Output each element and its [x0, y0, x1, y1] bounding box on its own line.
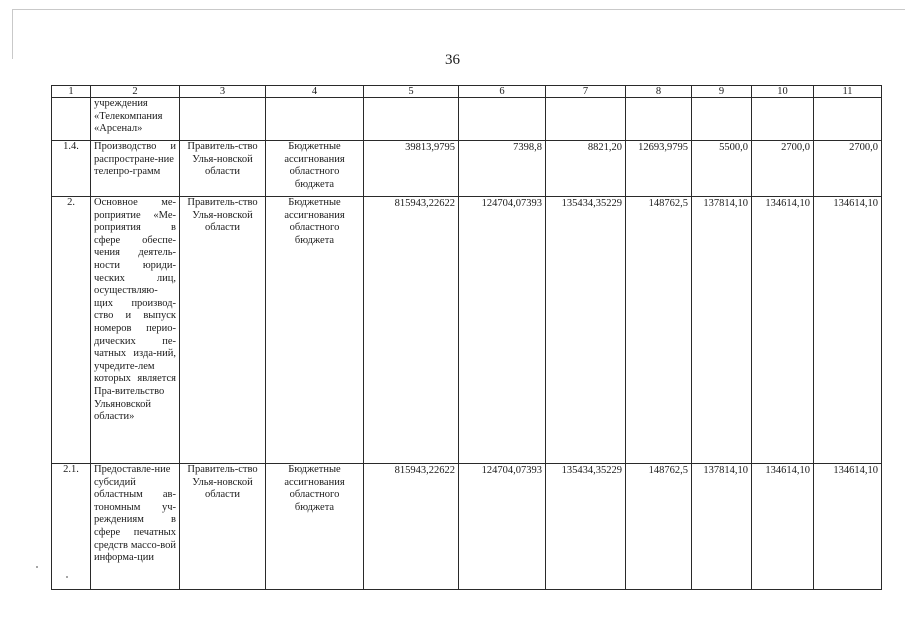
- row-funding-source: Бюджетные ассигнования областного бюджета: [266, 197, 364, 464]
- row-value: 134614,10: [752, 464, 814, 590]
- row-value: [626, 98, 692, 141]
- row-value: 135434,35229: [546, 464, 626, 590]
- row-value: [752, 98, 814, 141]
- row-number: 1.4.: [52, 141, 91, 197]
- row-value: 137814,10: [692, 197, 752, 464]
- column-number: 5: [364, 86, 459, 98]
- row-value: 135434,35229: [546, 197, 626, 464]
- row-funding-source: Бюджетные ассигнования областного бюджета: [266, 141, 364, 197]
- row-value-total: [364, 98, 459, 141]
- row-executor: Правитель-ство Улья-новской области: [180, 464, 266, 590]
- column-number: 8: [626, 86, 692, 98]
- row-value: 2700,0: [752, 141, 814, 197]
- page-edge-top: [12, 9, 905, 10]
- row-value: 137814,10: [692, 464, 752, 590]
- row-executor: Правитель-ство Улья-новской области: [180, 197, 266, 464]
- table-row: [52, 464, 882, 590]
- row-number: 2.1.: [52, 464, 91, 590]
- row-value: 134614,10: [814, 464, 882, 590]
- table-row: [52, 197, 882, 464]
- row-executor: Правитель-ство Улья-новской области: [180, 141, 266, 197]
- column-number: 11: [814, 86, 882, 98]
- row-funding-source: Бюджетные ассигнования областного бюджета: [266, 464, 364, 590]
- column-number: 3: [180, 86, 266, 98]
- row-name: Производство и распростране-ние телепро-грамм: [91, 141, 180, 197]
- row-value: 134614,10: [814, 197, 882, 464]
- row-value: 12693,9795: [626, 141, 692, 197]
- row-value: [692, 98, 752, 141]
- budget-table: [51, 85, 882, 590]
- row-funding-source: [266, 98, 364, 141]
- table-row: [52, 141, 882, 197]
- row-value: 2700,0: [814, 141, 882, 197]
- row-value-total: 815943,22622: [364, 464, 459, 590]
- row-executor: [180, 98, 266, 141]
- row-value-total: 39813,9795: [364, 141, 459, 197]
- row-value: 124704,07393: [459, 197, 546, 464]
- column-number-row: [52, 86, 882, 98]
- column-number: 10: [752, 86, 814, 98]
- column-number: 6: [459, 86, 546, 98]
- page-number: 36: [445, 52, 460, 68]
- row-value: [459, 98, 546, 141]
- row-value: 124704,07393: [459, 464, 546, 590]
- row-value-total: 815943,22622: [364, 197, 459, 464]
- row-value: [814, 98, 882, 141]
- row-number: [52, 98, 91, 141]
- row-value: 5500,0: [692, 141, 752, 197]
- row-name: Основное ме-роприятие «Ме-роприятия в сфере обеспе-чения деятель-ности юриди-ческих лиц, осуществляю-щих производ-ство и выпуск номеров перио-дических пе-чатных изда-ний, учредите-лем которых является Пра-вительство Ульяновской области»: [91, 197, 180, 464]
- row-value: 7398,8: [459, 141, 546, 197]
- row-number: 2.: [52, 197, 91, 464]
- row-name: Предоставле-ние субсидий областным ав-тономным уч-реждениям в сфере печатных средств массо-вой информа-ции: [91, 464, 180, 590]
- column-number: 9: [692, 86, 752, 98]
- scan-speck: [66, 576, 68, 578]
- column-number: 7: [546, 86, 626, 98]
- row-value: 148762,5: [626, 464, 692, 590]
- row-value: 148762,5: [626, 197, 692, 464]
- table-row: [52, 98, 882, 141]
- scan-speck: [36, 566, 38, 568]
- row-value: 134614,10: [752, 197, 814, 464]
- column-number: 2: [91, 86, 180, 98]
- row-value: [546, 98, 626, 141]
- column-number: 4: [266, 86, 364, 98]
- row-name: учреждения «Телекомпания «Арсенал»: [91, 98, 180, 141]
- column-number: 1: [52, 86, 91, 98]
- row-value: 8821,20: [546, 141, 626, 197]
